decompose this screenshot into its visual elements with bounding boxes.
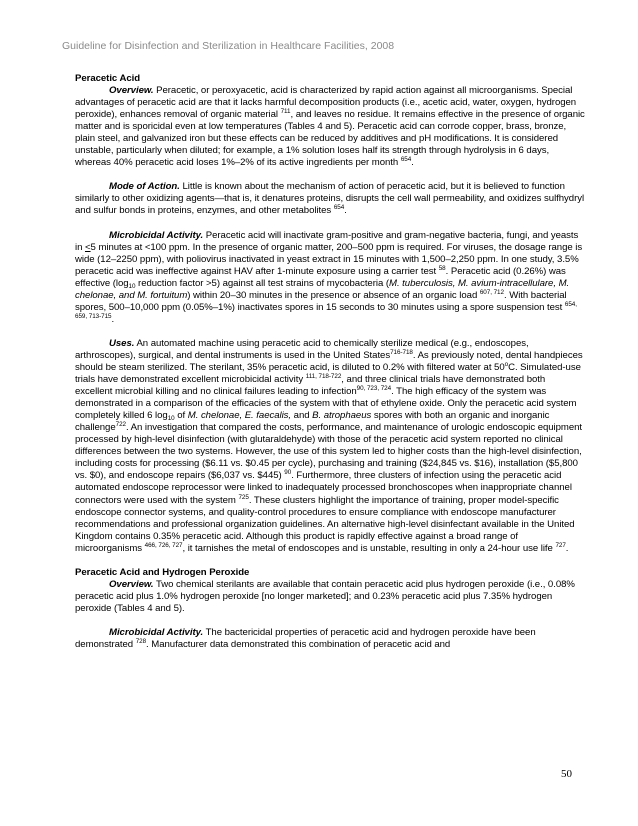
- microbicidal-activity-heading: Microbicidal Activity.: [109, 229, 204, 241]
- citation: 727: [555, 541, 566, 549]
- uses-text: . Furthermore, three clusters of infection using the peracetic acid automated endoscope reprocessor were linked to inadequately processed bronchoscopes when inappropriate channel connectors were used with the system: [75, 470, 572, 506]
- section-title-peracetic-acid: Peracetic Acid: [75, 73, 141, 84]
- microbicidal-text: 5 minutes at <100 ppm. In the presence of organic matter, 200–500 ppm is required. For viruses, the dosage range is wide (12–2250 ppm), with poliovirus inactivated in yeast extract in 15 minutes with 1,500–2,250 ppm. In one study, 3.5% peracetic acid was ineffective against HAV after 1-minute exposure using a carrier test: [75, 241, 583, 277]
- page-number: 50: [561, 768, 572, 780]
- citation: 728: [135, 637, 147, 645]
- microbicidal-activity-heading: Microbicidal Activity.: [109, 626, 204, 638]
- organism-names: B. atrophaeus: [312, 410, 372, 422]
- citation: 722: [115, 421, 126, 429]
- citation: 466, 726, 727: [144, 541, 183, 549]
- page-body: [75, 73, 585, 651]
- microbicidal-text: Peracetic acid will inactivate gram-positive and gram-negative bacteria, fungi, and yeasts in: [75, 229, 579, 253]
- paragraph-microbicidal-activity: [75, 230, 585, 326]
- microbicidal-text: . Peracetic acid (0.26%) was effective (log: [75, 265, 566, 289]
- log-subscript: 10: [167, 415, 175, 423]
- citation: 607, 712: [479, 288, 504, 296]
- uses-text: . The high efficacy of the system was demonstrated in a comparison of the efficacies of the system with that of ethylene oxide. Only the peracetic acid system completely killed 6 log: [75, 386, 577, 422]
- citation: 711: [280, 108, 291, 116]
- citation: 654: [333, 204, 345, 212]
- organism-names: M. chelonae, E. faecalis,: [187, 410, 292, 422]
- overview-heading: Overview.: [109, 578, 154, 590]
- organism-names: M. tuberculosis, M. avium-intracellulare, M. chelonae, and M. fortuitum: [75, 277, 570, 301]
- paragraph-uses: [75, 338, 585, 555]
- section-title-peracetic-acid-hydrogen-peroxide: Peracetic Acid and Hydrogen Peroxide: [75, 566, 250, 578]
- paragraph-mode-of-action: [75, 181, 585, 217]
- uses-text: C. Simulated-use trials have demonstrated excellent microbicidal activity: [75, 361, 581, 386]
- citation: 58: [438, 264, 446, 272]
- citation: 111, 718-722: [305, 373, 342, 381]
- mode-of-action-text: .: [344, 205, 347, 217]
- less-equal-symbol: <: [84, 241, 91, 253]
- uses-text: .: [565, 542, 569, 554]
- uses-text: spores with both an organic and inorganic challenge: [75, 410, 550, 434]
- uses-text: and: [291, 410, 313, 422]
- citation: 654, 659, 713-715: [75, 300, 577, 320]
- overview-text: Peracetic, or peroxyacetic, acid is characterized by rapid action against all microorganisms. Special advantages of peracetic acid are that it lacks harmful decomposition products (i.e., acetic acid, water, oxygen, hydrogen peroxide), enhances removal of organic material: [75, 85, 577, 121]
- uses-text: . These clusters highlight the importance of training, proper model-specific endoscope connector systems, and quality-control procedures to ensure compliance with endoscope manufacturer recommendations and professional organization guidelines. An alternative high-level disinfectant available in the United Kingdom contains 0.35% peracetic acid. Although this product is rapidly effective against a broad range of microorganisms: [75, 494, 575, 554]
- citation: 90: [284, 469, 292, 477]
- degree-symbol: o: [504, 360, 509, 368]
- paragraph-microbicidal-activity-2: [75, 627, 585, 651]
- running-header: Guideline for Disinfection and Sterilization in Healthcare Facilities, 2008: [62, 40, 395, 52]
- microbicidal-text: . Manufacturer data demonstrated this combination of peracetic acid and: [146, 638, 451, 650]
- overview-text: , and leaves no residue. It remains effective in the presence of organic matter and is sporicidal even at low temperatures (Tables 4 and 5). Peracetic acid can corrode copper, brass, bronze, plain steel, and galvanized iron but these effects can be reduced by additives and pH modifications. It is considered unstable, particularly when diluted; for example, a 1% solution loses half its strength through hydrolysis in 6 days, whereas 40% peracetic acid loses 1%–2% of its active ingredients per month: [75, 109, 585, 169]
- uses-text: . An investigation that compared the costs, performance, and maintenance of urologic endoscopic equipment processed by high-level disinfection (with glutaraldehyde) with those of the peracetic acid system reported no clinical differences between the two systems. However, the use of this system led to higher costs than the high-level disinfection, including costs for processing ($6.11 vs. $0.45 per cycle), purchasing and training ($24,845 vs. $16), installation ($5,800 vs. $0), and endoscope repairs ($6,037 vs. $445): [75, 422, 583, 482]
- log-subscript: 10: [128, 282, 136, 290]
- microbicidal-text: The bactericidal properties of peracetic acid and hydrogen peroxide have been demonstrated: [75, 626, 536, 650]
- uses-text: . As previously noted, dental handpieces should be steam sterilized. The sterilant, 35% peracetic acid, is diluted to 0.2% with filtered water at 50: [75, 349, 583, 373]
- microbicidal-text: .: [111, 313, 115, 325]
- microbicidal-text: . With bacterial spores, 500–10,000 ppm (0.05%–1%) inactivates spores in 15 seconds to 30 minutes using a spore suspension test: [75, 289, 567, 313]
- citation: 725: [238, 493, 249, 501]
- overview-text: .: [411, 157, 414, 169]
- overview-heading: Overview.: [109, 85, 154, 97]
- citation: 654: [400, 156, 412, 164]
- citation: 716-718: [390, 348, 413, 356]
- uses-text: of: [174, 410, 188, 422]
- microbicidal-text: ) within 20–30 minutes in the presence or absence of an organic load: [187, 289, 480, 301]
- uses-heading: Uses.: [109, 337, 135, 349]
- paragraph-overview: [75, 85, 585, 169]
- overview-text: Two chemical sterilants are available that contain peracetic acid plus hydrogen peroxide (i.e., 0.08% peracetic acid plus 1.0% hydrogen peroxide [no longer marketed]; and 0.23% peracetic acid plus 7.35% hydrogen peroxide (Tables 4 and 5).: [75, 578, 575, 614]
- uses-text: , it tarnishes the metal of endoscopes and is unstable, resulting in only a 24-hour use life: [182, 542, 556, 554]
- mode-of-action-text: Little is known about the mechanism of action of peracetic acid, but it is believed to function similarly to other oxidizing agents—that is, it denatures proteins, disrupts the cell wall permeability, and oxidizes sulfhydryl and sulfur bonds in proteins, enzymes, and other metabolites: [75, 181, 585, 217]
- paragraph-overview-2: [75, 579, 585, 615]
- uses-text: An automated machine using peracetic acid to chemically sterilize medical (e.g., endoscopes, arthroscopes), surgical, and dental instruments is used in the United States: [75, 337, 529, 361]
- microbicidal-text: reduction factor >5) against all test strains of mycobacteria (: [135, 277, 389, 289]
- mode-of-action-heading: Mode of Action.: [109, 181, 180, 193]
- citation: 90, 723, 724: [356, 385, 392, 393]
- uses-text: , and three clinical trials have demonstrated both excellent microbial killing and no clinical failures leading to infection: [75, 374, 546, 398]
